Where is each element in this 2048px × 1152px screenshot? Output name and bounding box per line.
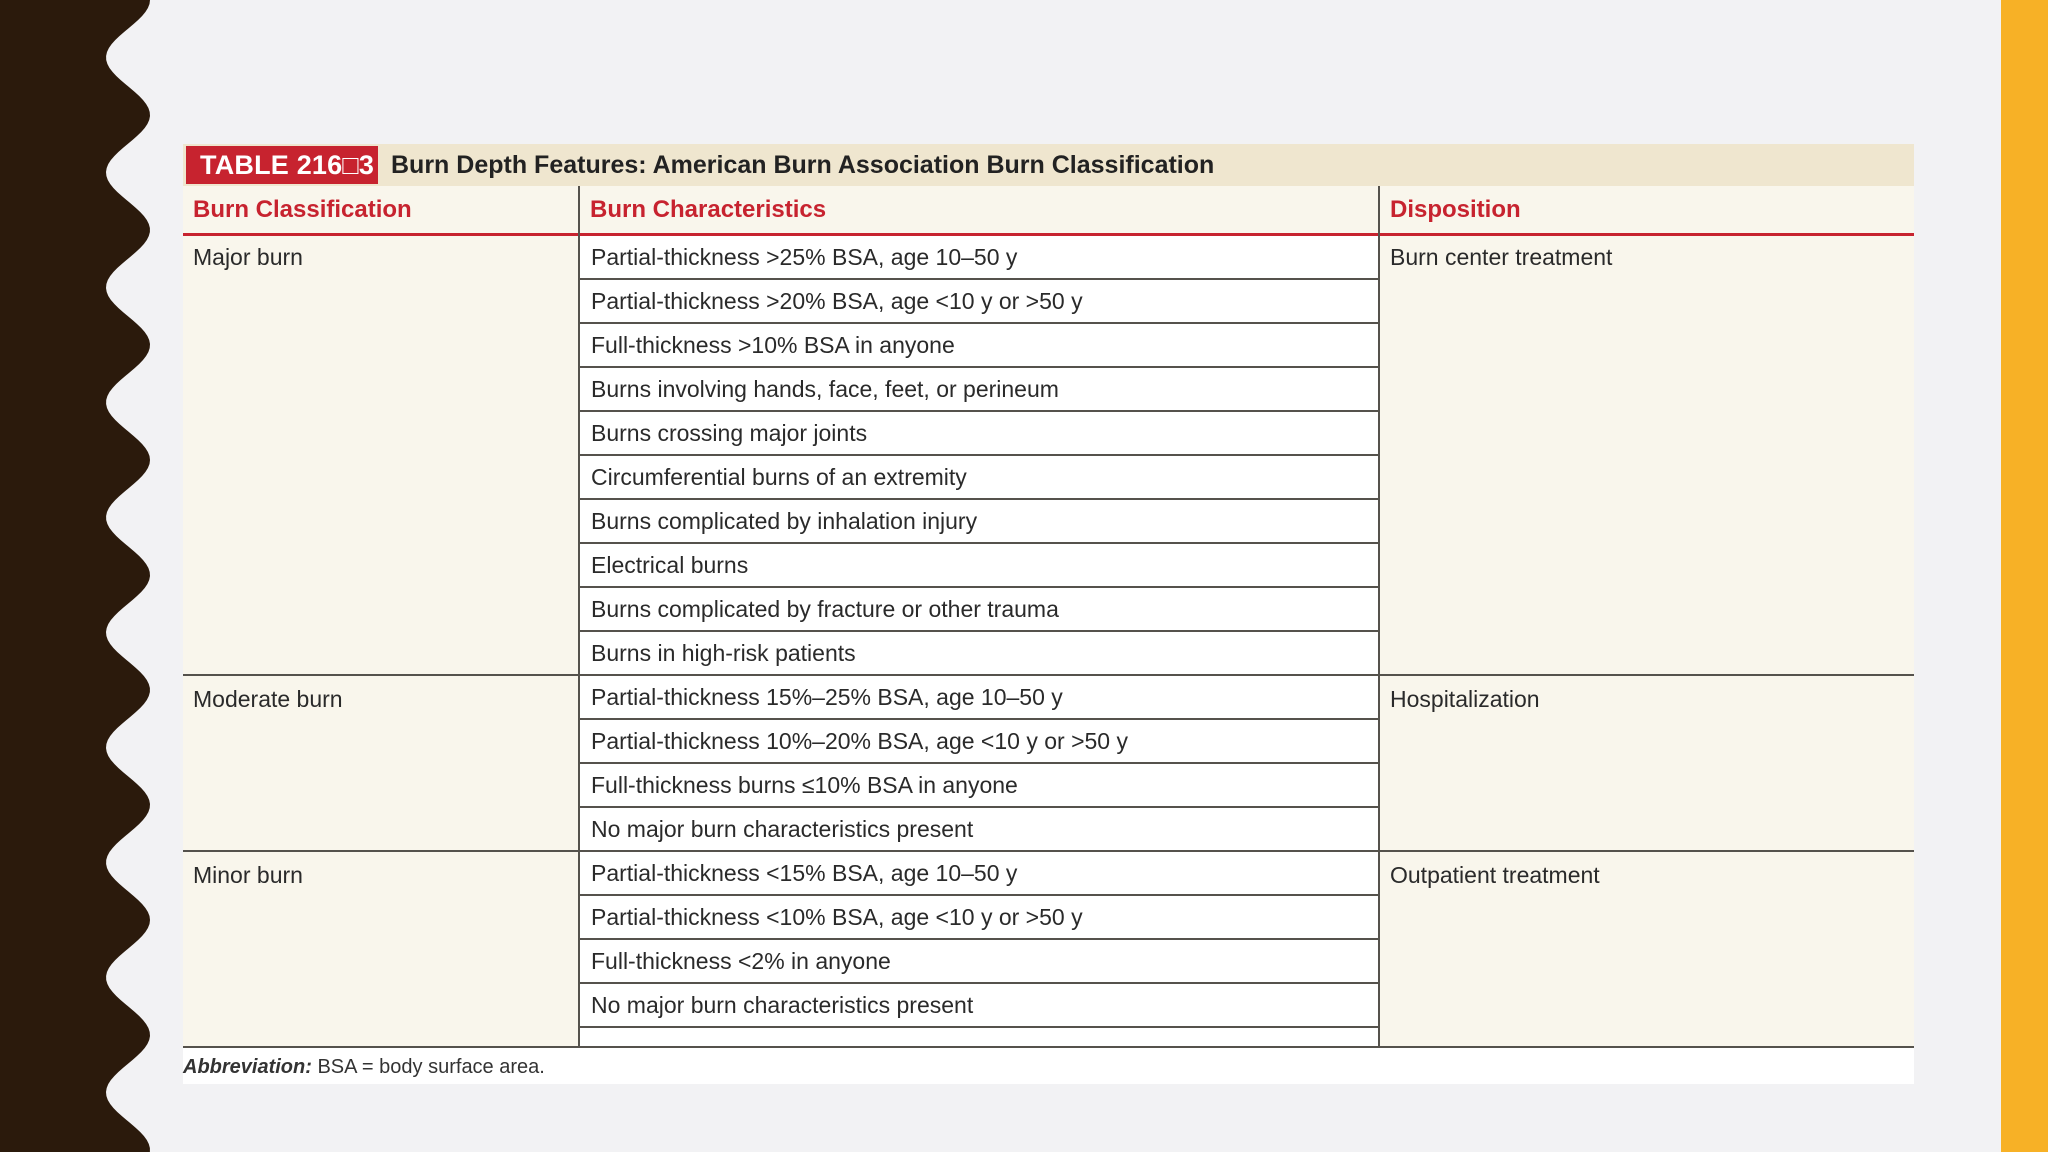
characteristic-row: Circumferential burns of an extremity	[579, 456, 1379, 500]
characteristic-row: No major burn characteristics present	[579, 808, 1379, 852]
disposition-minor-burn: Outpatient treatment	[1390, 862, 1600, 888]
characteristic-row: Partial-thickness <10% BSA, age <10 y or >50 y	[579, 896, 1379, 940]
characteristic-row: No major burn characteristics present	[579, 984, 1379, 1028]
table-bottom-rule	[183, 1046, 1914, 1048]
characteristic-row: Burns crossing major joints	[579, 412, 1379, 456]
classification-minor-burn: Minor burn	[193, 862, 303, 888]
column-header-characteristics: Burn Characteristics	[590, 196, 827, 223]
abbreviation-label: Abbreviation:	[183, 1056, 312, 1078]
wavy-left-border	[0, 0, 160, 1152]
table-header-strip	[183, 144, 1914, 186]
burn-classification-table	[183, 144, 1914, 1084]
disposition-moderate-burn: Hospitalization	[1390, 686, 1540, 712]
characteristic-row: Partial-thickness <15% BSA, age 10–50 y	[579, 852, 1379, 896]
characteristic-row: Partial-thickness 15%–25% BSA, age 10–50 y	[579, 676, 1379, 720]
column-divider	[578, 186, 580, 1048]
table-number-tag: TABLE 216□3	[186, 146, 378, 184]
abbreviation-text: BSA = body surface area.	[311, 1056, 545, 1078]
characteristic-row: Full-thickness >10% BSA in anyone	[579, 324, 1379, 368]
characteristic-row: Full-thickness <2% in anyone	[579, 940, 1379, 984]
characteristic-row: Partial-thickness >25% BSA, age 10–50 y	[579, 236, 1379, 280]
column-header-disposition: Disposition	[1390, 196, 1521, 223]
characteristic-row: Burns in high-risk patients	[579, 632, 1379, 676]
characteristic-row: Partial-thickness >20% BSA, age <10 y or >50 y	[579, 280, 1379, 324]
characteristic-row: Partial-thickness 10%–20% BSA, age <10 y or >50 y	[579, 720, 1379, 764]
column-divider	[1378, 186, 1380, 1048]
classification-major-burn: Major burn	[193, 244, 303, 270]
column-header-classification: Burn Classification	[193, 196, 412, 223]
disposition-major-burn: Burn center treatment	[1390, 244, 1613, 270]
characteristic-row: Burns involving hands, face, feet, or perineum	[579, 368, 1379, 412]
characteristic-row: Burns complicated by fracture or other trauma	[579, 588, 1379, 632]
accent-side-bar	[2001, 0, 2048, 1152]
characteristic-row: Full-thickness burns ≤10% BSA in anyone	[579, 764, 1379, 808]
table-caption: Burn Depth Features: American Burn Association Burn Classification	[391, 151, 1215, 179]
characteristic-row: Burns complicated by inhalation injury	[579, 500, 1379, 544]
characteristic-row: Electrical burns	[579, 544, 1379, 588]
abbreviation-note	[183, 1050, 545, 1084]
classification-moderate-burn: Moderate burn	[193, 686, 343, 712]
